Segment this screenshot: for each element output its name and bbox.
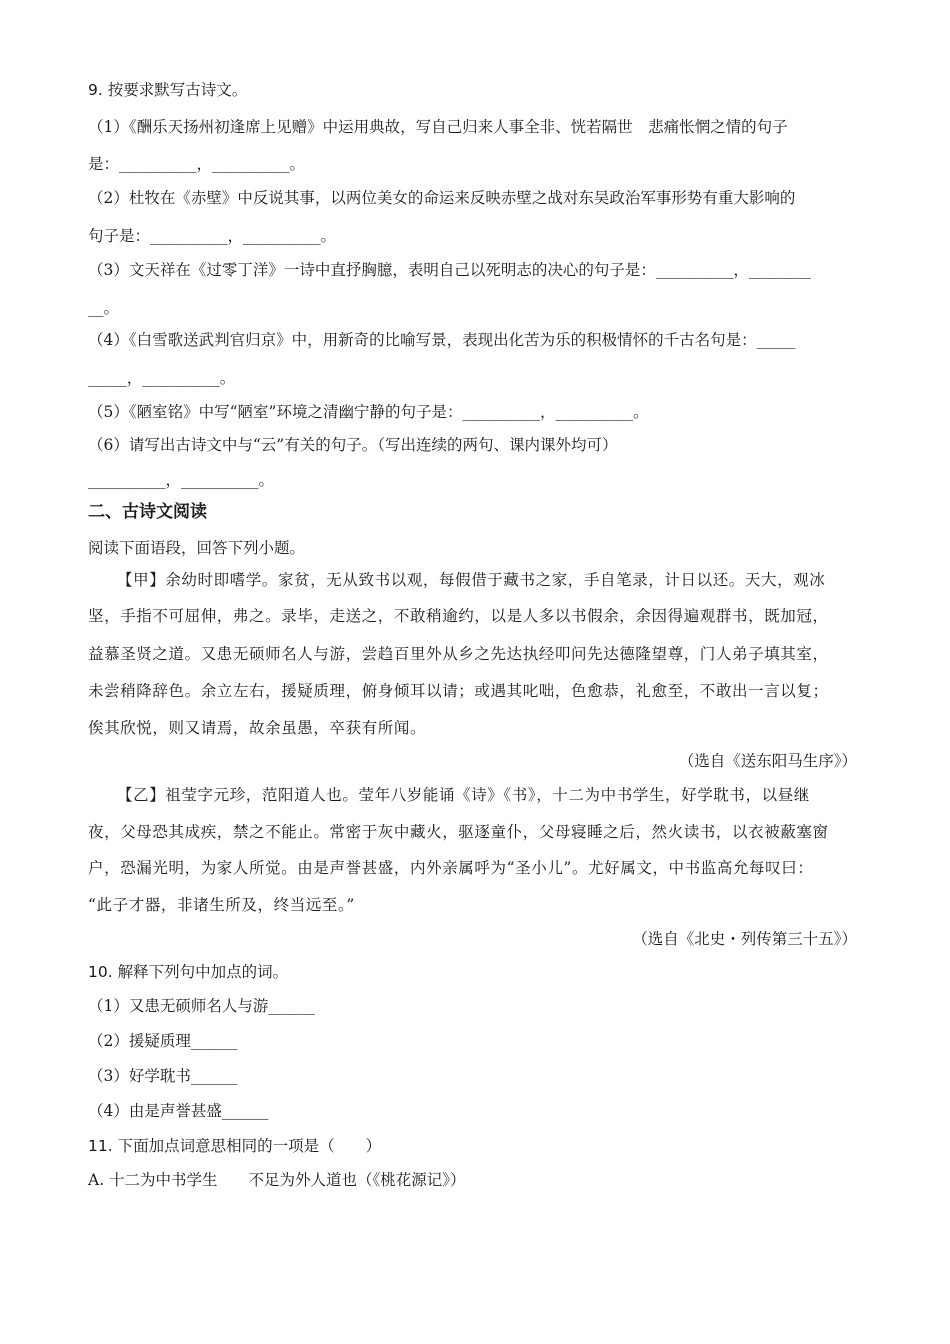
jia-line2: 坚，手指不可屈伸，弗之。录毕，走送之，不敢稍逾约，以是人多以书假余，余因得遍观群书，既加冠， bbox=[88, 607, 829, 625]
jia-line4: 未尝稍降辞色。余立左右，援疑质理，俯身倾耳以请；或遇其叱咄，色愈恭，礼愈至，不敢出一言以复； bbox=[88, 682, 829, 700]
yi-line1: 【乙】祖莹字元珍，范阳道人也。莹年八岁能诵《诗》《书》，十二为中书学生，好学耽书，以昼继 bbox=[117, 786, 810, 804]
jia-line5: 俟其欣悦，则又请焉，故余虽愚，卒获有所闻。 bbox=[88, 719, 427, 737]
jia-source: （选自《送东阳马生序》） bbox=[678, 752, 857, 770]
section2-heading: 二、古诗文阅读 bbox=[88, 502, 207, 522]
yi-line2: 夜，父母恐其成疾，禁之不能止。常密于灰中藏火，驱逐童仆，父母寝睡之后，然火读书，以衣被蔽塞窗 bbox=[88, 823, 829, 841]
q9-item5: （5）《陋室铭》中写“陋室”环境之清幽宁静的句子是：__________，__________。 bbox=[88, 403, 649, 421]
q9-item2-line1: （2）杜牧在《赤壁》中反说其事，以两位美女的命运来反映赤壁之战对东吴政治军事形势有重大影响的 bbox=[88, 189, 796, 207]
q10-title: 10. 解释下列句中加点的词。 bbox=[88, 963, 289, 981]
q10-item1: （1）又患无硕师名人与游______ bbox=[88, 997, 315, 1015]
jia-line3: 益慕圣贤之道。又患无硕师名人与游，尝趋百里外从乡之先达执经叩问先达德隆望尊，门人弟子填其室， bbox=[88, 645, 829, 663]
q9-item6-line1: （6）请写出古诗文中与“云”有关的句子。（写出连续的两句、课内课外均可） bbox=[88, 436, 618, 454]
q9-item3-line2: __。 bbox=[88, 299, 120, 317]
yi-source: （选自《北史・列传第三十五》） bbox=[632, 930, 857, 948]
jia-line1: 【甲】余幼时即嗜学。家贫，无从致书以观，每假借于藏书之家，手自笔录，计日以还。天大，观冰 bbox=[117, 571, 826, 589]
q9-item3-line1: （3）文天祥在《过零丁洋》一诗中直抒胸臆，表明自己以死明志的决心的句子是：__________，________ bbox=[88, 261, 811, 279]
q11-title: 11. 下面加点词意思相同的一项是（ ） bbox=[88, 1137, 382, 1155]
yi-line3: 户，恐漏光明，为家人所觉。由是声誉甚盛，内外亲属呼为“圣小儿”。尤好属文，中书监高允每叹曰： bbox=[88, 859, 814, 877]
q10-item3: （3）好学耽书______ bbox=[88, 1067, 238, 1085]
q10-item2: （2）援疑质理______ bbox=[88, 1032, 238, 1050]
q9-title: 9. 按要求默写古诗文。 bbox=[88, 81, 248, 99]
q9-item4-line2: _____，__________。 bbox=[88, 369, 236, 387]
q10-item4: （4）由是声誉甚盛______ bbox=[88, 1102, 269, 1120]
q9-item6-line2: __________，__________。 bbox=[88, 471, 275, 489]
yi-line4: “此子才器，非诸生所及，终当远至。” bbox=[88, 896, 355, 914]
section2-intro: 阅读下面语段，回答下列小题。 bbox=[88, 539, 306, 557]
q9-item1-line1: （1）《酬乐天扬州初逢席上见赠》中运用典故，写自己归来人事全非、恍若隔世 悲痛怅惘之情的句子 bbox=[88, 118, 788, 136]
q9-item1-line2: 是：__________，__________。 bbox=[88, 155, 306, 173]
q9-item4-line1: （4）《白雪歌送武判官归京》中，用新奇的比喻写景，表现出化苦为乐的积极情怀的千古名句是：_____ bbox=[88, 331, 796, 349]
q11-option-a: A. 十二为中书学生 不足为外人道也（《桃花源记》） bbox=[88, 1171, 466, 1189]
q9-item2-line2: 句子是：__________，__________。 bbox=[88, 227, 337, 245]
